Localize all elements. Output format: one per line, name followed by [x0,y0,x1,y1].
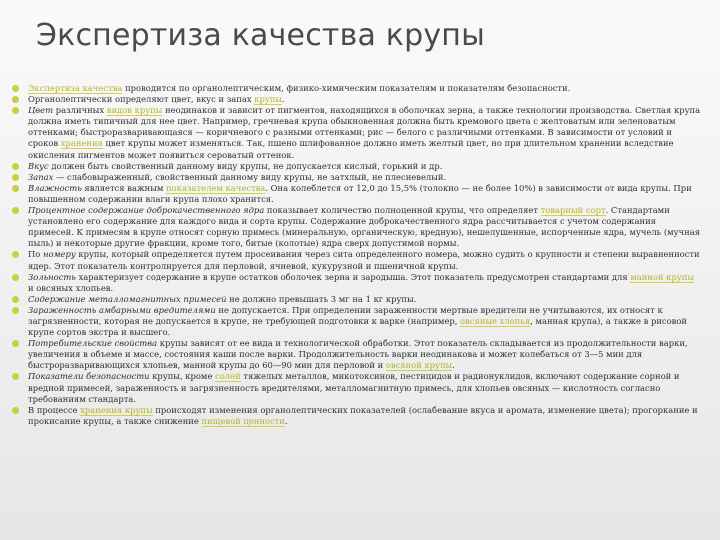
term-label: Цвет [28,105,54,116]
item-text: В процессе [28,404,81,415]
item-text: . [282,94,285,105]
keyword-link[interactable]: солей [215,371,241,382]
item-text: показывает количество полноценной крупы, что определяет [264,205,541,216]
term-label: Содержание металломагнитных примесей [28,293,227,304]
list-item [12,161,702,172]
term-label: Показатели безопасности [28,371,150,382]
bullet-icon [12,251,19,258]
item-text: проводится по органолептическим, физико-химическим показателям и показателям безопасности. [122,83,571,93]
list-item [12,338,702,371]
item-text: . [284,415,288,426]
list-item [12,183,702,205]
list-item [12,249,702,271]
bullet-icon [12,340,19,347]
bullet-icon [12,185,19,192]
bullet-icon [12,307,19,314]
list-item [12,405,702,427]
keyword-link[interactable]: видов крупы [106,105,163,116]
bullet-icon [12,96,19,103]
item-text: характеризует содержание в крупе остатков оболочек зерна и зародыша. Этот показатель предусмотрен стандартами для [75,271,631,282]
item-text: неодинаков и зависит от пигментов, находящихся в оболочках зерна, а также технологии производства. Светлая крупа должна иметь типичный для нее цвет. Например, гречневая крупа обыкновенная должна быть кремового цвета с желтоватым или зеленоватым оттенками; быстроразваривающаяся — коричневого с разными оттенками; рис — белого с различными оттенками. В зависимости от условий и сроков [28,105,701,149]
item-text: . Она колеблется от 12,0 до 15,5% (толокно — не более 10%) в зависимости от вида крупы. При повышенном содержании влаги крупа плохо хранится. [28,182,692,204]
bullet-icon [12,174,19,181]
keyword-link[interactable]: товарный сорт [540,205,606,216]
term-label: Процентное содержание доброкачественного ядра [28,205,265,216]
list-item [12,294,702,305]
page-title: Экспертиза качества крупы [36,18,485,53]
item-text: происходят изменения органолептических показателей (ослабевание вкуса и аромата, изменение цвета); прогоркание и прокисание крупы, а также снижение [28,404,698,426]
list-item [12,83,702,94]
list-item [12,94,702,105]
item-text: должен быть свойственный данному виду крупы, не допускается кислый, горький и др. [48,160,443,171]
keyword-link[interactable]: овсяные хлопья [460,315,531,326]
item-text: — слабовыраженный, свойственный данному виду крупы, не затхлый, не плесневелый. [53,171,447,182]
list-item [12,272,702,294]
bullet-icon [12,373,19,380]
item-text: . [452,360,455,371]
list-item [12,305,702,338]
term-label: Запах [28,171,54,182]
bullet-icon [12,85,19,92]
term-label: Потребительские свойства [28,338,158,349]
item-text: различных [53,105,107,116]
list-item [12,205,702,249]
item-text: Органолептически определяют цвет, вкус и запах [28,94,255,105]
item-text: и овсяных хлопьев. [28,282,114,293]
term-label: Зараженность амбарными вредителями [28,304,216,315]
item-text: тяжелых металлов, микотоксинов, пестицидов и радионуклидов, включают содержание сорной и вредной примесей, зараженность и загрязненность вредителями, металломагнитную примесь, для хлопьев овсяных — кислотность согласно требованиям стандарта. [28,371,680,404]
keyword-link[interactable]: овсяной крупы [385,360,453,371]
item-text: крупы зависят от ее вида и технологической обработки. Этот показатель складывается из продолжительности варки, увеличения в объеме и массе, состояния каши после варки. Продолжительность варки неодинакова и может колебаться от 3—5 мин для быстроразваривающихся хлопьев, манной крупы до 60—90 мин для перловой и [28,338,688,371]
list-item [12,105,702,160]
item-text: не должно превышать 3 мг на 1 кг крупы. [226,293,417,304]
item-text: является важным [81,182,167,193]
item-text: , манная крупа), а также в рисовой крупе сортов экстра и высшего. [28,315,687,338]
item-text: не допускается. При определении зараженности мертвые вредители не учитываются, их относят к загрязненности, которая не допускается в крупе, не требующей подготовки к варке (например, [28,304,663,326]
bullet-icon [12,296,19,303]
keyword-link[interactable]: крупы [254,94,283,105]
bullet-icon [12,107,19,114]
bullet-list [12,83,702,427]
list-item [12,172,702,183]
item-text: По [28,249,44,260]
keyword-link[interactable]: манной крупы [630,271,695,282]
keyword-link[interactable]: пищевой ценности [201,415,285,426]
bullet-icon [12,407,19,414]
list-item [12,371,702,404]
bullet-icon [12,207,19,214]
item-text: крупы, кроме [149,371,216,382]
keyword-link[interactable]: хранения [60,138,103,149]
term-label: Вкус [28,160,49,171]
item-text: . Стандартами установлено его содержание для каждого вида и сорта крупы. Содержание доброкачественного ядра рассчитывается с учетом содержания примесей. К примесям в крупе относят сорную примесь (минеральную, органическую, вредную), нешелушенные, испорченные ядра, мучель (мучная пыль) и некоторые другие фракции, кроме того, битые (колотые) ядра сверх допустимой нормы. [28,205,701,249]
term-label: Влажность [28,182,82,193]
bullet-icon [12,274,19,281]
keyword-link[interactable]: показателем качества [166,182,266,193]
item-text: крупы, который определяется путем просеивания через сита определенного номера, можно судить о крупности и степени выравненности ядер. Этот показатель контролируется для перловой, ячневой, кукурузной и пшеничной крупы. [28,249,700,271]
keyword-link[interactable]: хранения крупы [80,404,153,415]
keyword-link[interactable]: Экспертиза качества [28,83,123,93]
term-label: номеру [43,249,76,260]
term-label: Зольность [28,271,76,282]
bullet-icon [12,163,19,170]
item-text: цвет крупы может изменяться. Так, пшено шлифованное должно иметь желтый цвет, но при длительном хранении вследствие окисления пигментов может появиться сероватый оттенок. [28,138,674,160]
